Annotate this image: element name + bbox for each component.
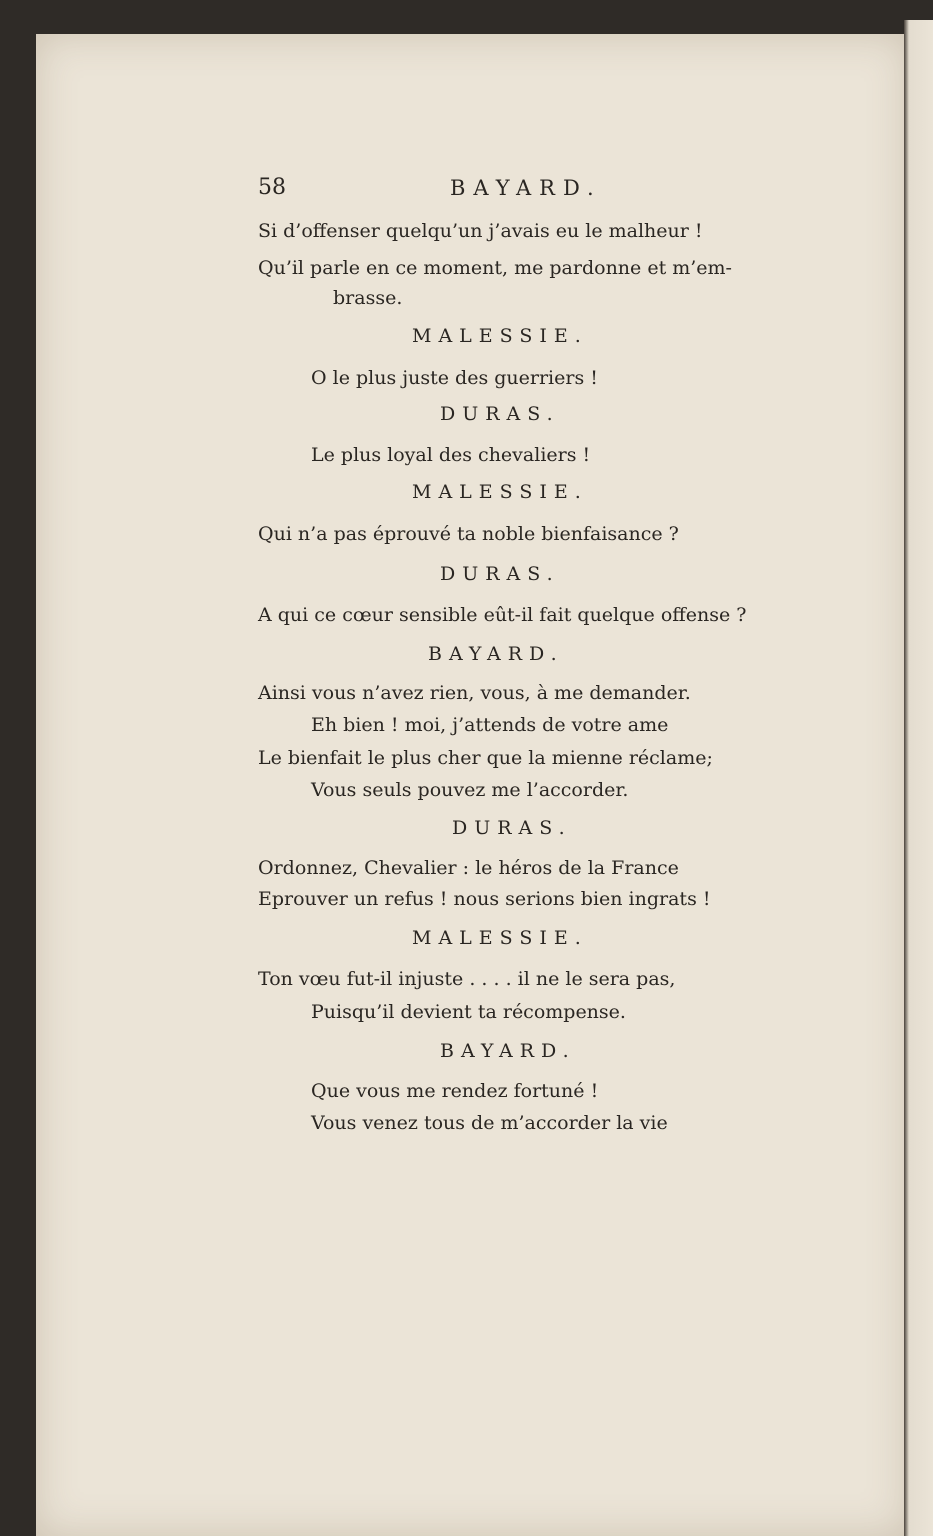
verse-line: Qu’il parle en ce moment, me pardonne et m’em-: [258, 257, 732, 279]
speaker-name: MALESSIE.: [412, 481, 588, 503]
speaker-name: DURAS.: [440, 403, 560, 425]
verse-line: O le plus juste des guerriers !: [311, 367, 598, 389]
speaker-name: MALESSIE.: [412, 927, 588, 949]
speaker-name: DURAS.: [452, 817, 572, 839]
page-number: 58: [258, 175, 286, 200]
verse-line: Vous venez tous de m’accorder la vie: [311, 1112, 668, 1134]
verse-line: Ordonnez, Chevalier : le héros de la France: [258, 857, 679, 879]
speaker-name: DURAS.: [440, 563, 560, 585]
verse-line: Vous seuls pouvez me l’accorder.: [311, 779, 629, 801]
speaker-name: BAYARD.: [428, 643, 564, 665]
verse-line: Qui n’a pas éprouvé ta noble bienfaisance ?: [258, 523, 679, 545]
verse-line: Si d’offenser quelqu’un j’avais eu le malheur !: [258, 220, 703, 242]
verse-line: brasse.: [333, 287, 403, 309]
verse-line: Le bienfait le plus cher que la mienne réclame;: [258, 747, 713, 769]
verse-line: Ainsi vous n’avez rien, vous, à me demander.: [258, 682, 691, 704]
verse-line: Que vous me rendez fortuné !: [311, 1080, 599, 1102]
running-title: BAYARD.: [450, 176, 602, 200]
verse-line: Le plus loyal des chevaliers !: [311, 444, 591, 466]
speaker-name: BAYARD.: [440, 1040, 576, 1062]
verse-line: A qui ce cœur sensible eût-il fait quelque offense ?: [258, 604, 747, 626]
verse-line: Eh bien ! moi, j’attends de votre ame: [311, 714, 669, 736]
verse-line: Puisqu’il devient ta récompense.: [311, 1001, 626, 1023]
speaker-name: MALESSIE.: [412, 325, 588, 347]
verse-line: Eprouver un refus ! nous serions bien ingrats !: [258, 888, 711, 910]
verse-line: Ton vœu fut-il injuste . . . . il ne le sera pas,: [258, 968, 676, 990]
